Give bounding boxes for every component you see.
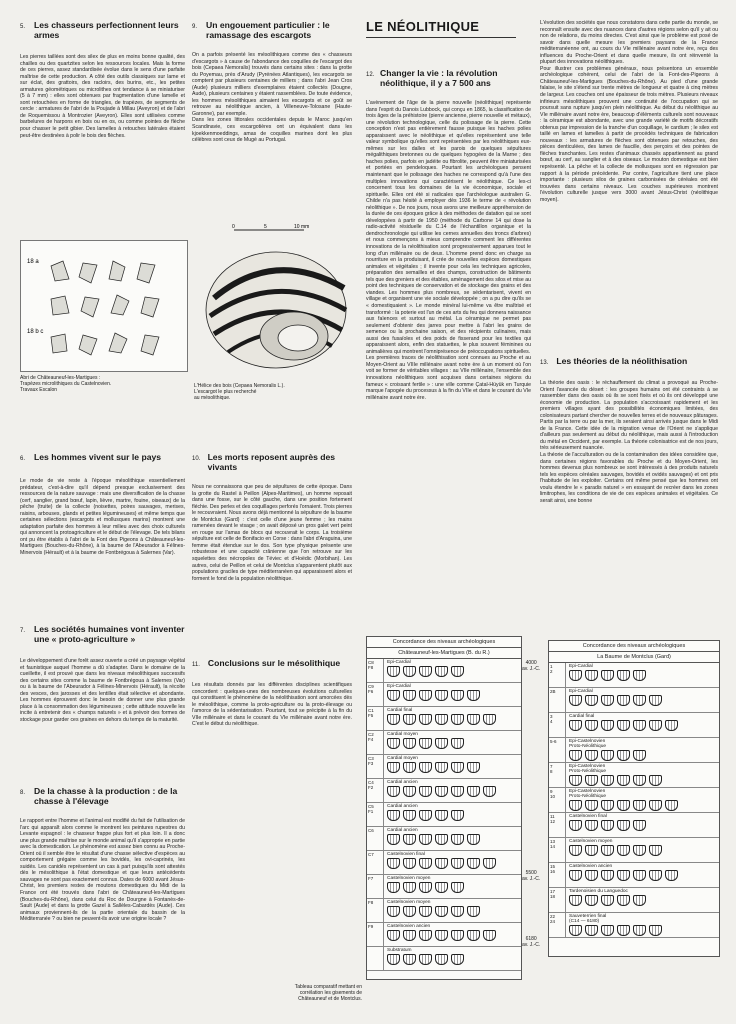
pottery-sherd-icon — [419, 930, 432, 941]
pottery-sherd-icon — [403, 786, 416, 797]
pottery-sherd-icon — [633, 670, 646, 681]
pottery-sherd-icon — [633, 720, 646, 731]
pottery-sherd-icon — [633, 695, 646, 706]
pottery-sherd-icon — [419, 810, 432, 821]
pottery-sherd-icon — [601, 925, 614, 936]
pottery-sherd-icon — [617, 800, 630, 811]
pottery-sherd-icon — [617, 720, 630, 731]
pottery-sherd-icon — [569, 870, 582, 881]
pottery-sherd-icon — [569, 925, 582, 936]
strata-row-code: F8 — [367, 899, 384, 922]
strata-row-code: C7 — [367, 851, 384, 874]
pottery-sherd-icon — [601, 775, 614, 786]
pottery-sherd-icon — [435, 786, 448, 797]
strata-row-label: Cardial moyen — [387, 732, 418, 737]
pottery-sherd-icon — [649, 800, 662, 811]
page-title: LE NÉOLITHIQUE — [366, 19, 480, 34]
strata-row — [549, 788, 719, 813]
pottery-sherd-icon — [387, 906, 400, 917]
pottery-sherd-icon — [569, 720, 582, 731]
pottery-sherd-icon — [435, 954, 448, 965]
strata-row-label: Epi-Castelnovien Proto-Néolithique — [569, 789, 607, 799]
pottery-sherd-icon — [451, 882, 464, 893]
trapeze-shape — [109, 333, 127, 353]
pottery-sherd-icon — [403, 690, 416, 701]
pottery-sherd-icon — [601, 670, 614, 681]
strata-subheader: Châteauneuf-les-Martigues (B. du R.) — [367, 648, 521, 659]
pottery-sherd-icon — [585, 845, 598, 856]
strata-header: Concordance des niveaux archéologiques — [549, 641, 719, 652]
pottery-sherd-icon — [419, 834, 432, 845]
pottery-sherd-icon — [419, 906, 432, 917]
pottery-sherd-icon — [387, 666, 400, 677]
pottery-sherd-icon — [419, 762, 432, 773]
pottery-sherd-icon — [403, 738, 416, 749]
pottery-sherd-icon — [451, 930, 464, 941]
pottery-sherd-icon — [435, 666, 448, 677]
section-body: On a parfois présenté les mésolithiques comme des « chasseurs d'escargots » à cause de l'abondance des coquilles de l'escargot des bois (Cepaea Nemoralis) trouvés dans certains sites : dans la grotte du Poyemau, près d'Arudy (Pyrénées Atlantiques), les escargots se comptent par plusieurs centaines de milliers ; dans l'abri Jean Cros (Aude) plusieurs milliers d'exemplaires étaient collectés (Dougne, Aude), plusieurs centaines y étaient rassemblées. De toute évidence, les hommes mésolithiques aimaient les escargots et ce goût se retrouve au néolithique ancien, à Villeneuve-Tolosane (Haute-Garonne), par exemple. Dans les zones littorales occidentales depuis le Maroc jusqu'en Scandinavie, ces escargotières ont un équivalent dans les kjoekkenmoeddings, amas de coquilles marines dont les plus célèbres sont ceux de Mugé au Portugal. — [192, 52, 352, 144]
strata-row-code: 15 16 — [549, 863, 566, 887]
pottery-sherd-icon — [617, 750, 630, 761]
pottery-sherd-icon — [649, 695, 662, 706]
strata-row-label: Cardial ancien — [387, 780, 418, 785]
section-title: Changer la vie : la révolution néolithique, il y a 7 500 ans — [380, 68, 498, 88]
strata-row-label: Sauveterrien final (C14 — 6180) — [569, 914, 607, 924]
trapeze-shape — [141, 297, 159, 317]
strata-row — [549, 713, 719, 738]
pottery-sherd-icon — [483, 714, 496, 725]
scale-0: 0 — [232, 224, 235, 230]
pottery-sherd-icon — [435, 738, 448, 749]
pottery-sherd-icon — [569, 670, 582, 681]
pottery-sherd-icon — [601, 895, 614, 906]
strata-table-chateauneuf — [366, 636, 522, 980]
pottery-sherd-icon — [387, 810, 400, 821]
pottery-sherd-icon — [633, 895, 646, 906]
pottery-sherd-icon — [435, 714, 448, 725]
strata-row-label: Epi-Cardial — [387, 660, 411, 665]
trapeze-shape — [137, 263, 155, 283]
section-number: 7. — [20, 628, 26, 634]
pottery-sherd-icon — [387, 738, 400, 749]
section-6 — [20, 452, 185, 557]
figure-caption: L'Hélice des bois (Cepaea Nemoralis L.). L'escargot le plus recherché au mésolithique. — [194, 383, 285, 401]
pottery-sherd-icon — [387, 786, 400, 797]
section-title: Les sociétés humaines vont inventer une « proto-agriculture » — [34, 624, 185, 644]
trapeze-shape — [141, 335, 159, 355]
strata-row — [367, 683, 521, 707]
pottery-sherd-icon — [633, 870, 646, 881]
section-12-continued — [540, 20, 718, 203]
pottery-sherd-icon — [665, 720, 678, 731]
strata-row-code: 13 14 — [549, 838, 566, 862]
strata-row — [549, 738, 719, 763]
title-rule — [366, 37, 516, 38]
pottery-sherd-icon — [649, 925, 662, 936]
trapeze-shape — [111, 295, 129, 315]
section-9 — [192, 20, 352, 144]
strata-row-label: Cardial moyen — [387, 756, 418, 761]
pottery-sherd-icon — [403, 882, 416, 893]
pottery-sherd-icon — [585, 775, 598, 786]
pottery-sherd-icon — [665, 800, 678, 811]
pottery-sherd-icon — [451, 834, 464, 845]
pottery-sherd-icon — [569, 750, 582, 761]
strata-row — [367, 779, 521, 803]
pottery-sherd-icon — [585, 695, 598, 706]
label-18a: 18 a — [27, 259, 39, 265]
strata-row-label: Castelnovien ancien — [387, 924, 431, 929]
section-body: Le rapport entre l'homme et l'animal est modifié du fait de l'utilisation de l'arc qui apparaît alors comme le montrent les peintures rupestres du Levante espagnol : le chasseur frappe plus fort et plus loin. Il a donc une plus grande maîtrise sur le monde animal qu'il s'approprie en partie avec la domestication. Le phénomène est assez bien connu au Proche-Orient où il semble être le résultat d'une chasse sélective d'espèces au comportement grégaire comme les bovidés, les ovi-caprinés, les suidés. Les canidés représentent un cas à part puisqu'ils sont attestés dès le mésolithique à l'état domestique et que leurs antécédents sauvages ne sont pas exactement connus. Dates de 6000 avant Jésus-Christ, les premiers restes de moutons domestiques du Midi de la France ont été trouvés dans l'abri de Châteauneuf-les-Martigues (Bouches-du-Rhône), dans celui du Roc de Dourgne à Fontanès-de-Sault (Aude) et dans la grotte Gazel à Sallèles-Cabardès (Aude). Ces animaux proviennent-ils de la partie orientale du bassin de la Méditerranée ? ou bien ne peuvent-ils avoir une origine locale ? — [20, 818, 185, 923]
pottery-sherd-icon — [419, 738, 432, 749]
pottery-sherd-icon — [601, 870, 614, 881]
section-11 — [192, 658, 352, 728]
pottery-sherd-icon — [403, 906, 416, 917]
strata-row-code: C8 F8 — [367, 659, 384, 682]
strata-row — [367, 755, 521, 779]
pottery-sherd-icon — [451, 786, 464, 797]
pottery-sherd-icon — [569, 845, 582, 856]
section-13 — [540, 356, 718, 504]
section-number: 9. — [192, 24, 198, 30]
strata-row-code: C1 F5 — [367, 707, 384, 730]
pottery-sherd-icon — [483, 786, 496, 797]
strata-row — [367, 875, 521, 899]
strata-row-code: 1 2 — [549, 663, 566, 687]
pottery-sherd-icon — [451, 738, 464, 749]
pottery-sherd-icon — [617, 775, 630, 786]
strata-row-label: Cardial final — [387, 708, 413, 713]
figure-microliths — [20, 240, 188, 372]
pottery-sherd-icon — [451, 666, 464, 677]
strata-row — [367, 923, 521, 947]
strata-row — [367, 827, 521, 851]
pottery-sherd-icon — [451, 954, 464, 965]
section-10 — [192, 452, 352, 582]
strata-row-label: Castelnovien final — [387, 852, 425, 857]
pottery-sherd-icon — [585, 820, 598, 831]
pottery-sherd-icon — [387, 690, 400, 701]
strata-row-code: 2B — [549, 688, 566, 712]
section-body: Les pierres taillées sont des silex de plus en moins bonne qualité, des chailles ou des quartzites selon les ressources locales. Mais la forme de ces pierres, assez standardisée évolue dans le sens d'une parfaite maîtrise de cette production. A côté des outils classiques sur lame et sur éclat, des grattoirs, des racloirs, des burins, etc., les petites armatures géométriques ou microlithes ont tendance à se miniaturiser (5 à 7 mm) : elles sont obtenues par fragmentation d'une lamelle et sont retouchées en forme de triangles, de trapèzes, de segments de cercle : armatures de l'abri de la Poujade à Millau (Aveyron) et de l'abri de Roquemissou à Montrozier (Aveyron). Elles sont utilisées comme barbelures de harpons en bois ou en os, ou comme pointes de flèche pour chasser le petit gibier. Des lamelles à retouches latérales étaient peut-être destinées à polir le bois des flèches. — [20, 54, 185, 139]
pottery-sherd-icon — [617, 695, 630, 706]
section-5 — [20, 20, 185, 139]
trapeze-shape — [51, 334, 67, 353]
section-number: 8. — [20, 790, 26, 796]
pottery-sherd-icon — [451, 714, 464, 725]
pottery-sherd-icon — [617, 845, 630, 856]
section-title: Les morts reposent auprès des vivants — [207, 452, 336, 472]
strata-row-code: 7 8 — [549, 763, 566, 787]
pottery-sherd-icon — [649, 720, 662, 731]
pottery-sherd-icon — [585, 800, 598, 811]
strata-row — [549, 913, 719, 938]
strata-row-code: 5-6 — [549, 738, 566, 762]
section-number: 6. — [20, 456, 26, 462]
pottery-sherd-icon — [601, 720, 614, 731]
strata-rows — [549, 663, 719, 938]
strata-row-label: Castelnovien final — [569, 814, 607, 819]
scale-5: 5 — [264, 224, 267, 230]
trapeze-shape — [109, 261, 125, 281]
strata-row-code: C9 F6 — [367, 683, 384, 706]
pottery-sherd-icon — [451, 906, 464, 917]
microliths-drawing — [21, 241, 187, 371]
section-8 — [20, 786, 185, 923]
section-title: Un engouement particulier : le ramassage des escargots — [206, 20, 330, 40]
pottery-sherd-icon — [403, 810, 416, 821]
strata-row-label: Tardenoisien du Languedoc — [569, 889, 628, 894]
trapeze-shape — [51, 296, 69, 315]
pottery-sherd-icon — [585, 925, 598, 936]
section-number: 5. — [20, 24, 26, 30]
figure-snail — [194, 218, 354, 378]
pottery-sherd-icon — [451, 762, 464, 773]
pottery-sherd-icon — [435, 834, 448, 845]
pottery-sherd-icon — [419, 882, 432, 893]
section-title: Les chasseurs perfectionnent leurs armes — [34, 20, 179, 40]
pottery-sherd-icon — [601, 750, 614, 761]
pottery-sherd-icon — [387, 762, 400, 773]
strata-row-code: C4 F2 — [367, 779, 384, 802]
pottery-sherd-icon — [569, 800, 582, 811]
pottery-sherd-icon — [617, 670, 630, 681]
strata-row — [549, 688, 719, 713]
strata-caption: Tableau comparatif mettant en corrélation les gisements de Châteauneuf et de Montclus. — [294, 984, 362, 1002]
strata-row-label: Castelnovien ancien — [569, 864, 613, 869]
pottery-sherd-icon — [387, 954, 400, 965]
section-body: L'évolution des sociétés que nous constatons dans cette partie du monde, se reconnaît ensuite avec des nuances dans d'autres régions selon qu'il y ait ou non de relations, du moins directes. C'est ainsi que le problème est posé de savoir dans quelle mesure les premiers paysans de la France méditerranéenne ont, au cours du VIe millénaire avant notre ère, reçu des influences du Proche-Orient et dans quelle mesure, ils ont réinventé la plupart des innovations néolithiques. Pour illustrer ces problèmes généraux, nous présentons un ensemble archéologique cohérent, celui de l'abri de la Font-des-Pigeons à Châteauneuf-les-Martigues (Bouches-du-Rhône). Au pied d'une grande falaise, le site s'étend sur trente mètres de longueur et quatre à cinq mètres de largeur. Les couches ont une épaisseur de trois mètres. Plusieurs niveaux infirieurs mésolithiques prouvent une continuité de l'occupation qui se poursuit sans rupture jusqu'en plein néolithique. Au début du néolithique au VIe millénaire avant notre ère, beaucoup d'éléments culturels sont nouveaux : la céramique est abondante, avec une grande variété de motifs décoratifs obtenus par impression de la tranche d'un coquillage, le cardium ; le silex est taillé en lames et lamelles à partir de procédés techniques de fabrication nouveaux : les armatures de flèches sont obtenues par retouches, des pièces denticulées, des lames de faucille, des perçoirs et des pointes de flèches tranchantes. Les restes d'animaux chassés appartiennent au grand bœuf, au cerf, au sanglier et à des oiseaux. Le mouton domestique est bien représenté. La pêche et la collecte de mollusques sont en régression par rapport à la période précédente. Par contre, l'agriculture tient une place importante : plusieurs silos de graines carbonisées de céréales ont été trouvées dans certains niveaux. Les couches supérieures montrent l'évolution culturelle jusque vers 3000 avant Jésus-Christ (néolithique moyen). — [540, 20, 718, 203]
pottery-sherd-icon — [403, 666, 416, 677]
strata-row-code: F9 — [367, 923, 384, 946]
scale-10: 10 mm — [294, 224, 310, 230]
strata-row-code: 11 12 — [549, 813, 566, 837]
section-number: 12. — [366, 72, 375, 78]
strata-row — [367, 731, 521, 755]
pottery-sherd-icon — [419, 954, 432, 965]
strata-row-code: C5 F1 — [367, 803, 384, 826]
section-title: Conclusions sur le mésolithique — [207, 658, 341, 668]
section-title: Les hommes vivent sur le pays — [34, 452, 162, 462]
strata-row-label: Epi-Cardial — [569, 689, 593, 694]
pottery-sherd-icon — [649, 845, 662, 856]
section-body: Nous ne connaissons que peu de sépultures de cette époque. Dans la grotte du Rastel à Peillon (Alpes-Maritimes), un homme reposait dans une fosse, sur le côté gauche, dans une position fortement fléchie. Des perles et des coquillages perforés l'ornaient. Trois pierres le recouvraient. Nous avons déjà mentionné la sépulture de la baume de Montclus (Gard) : c'est celle d'une jeune femme ; les mains ramenées devant le visage ; on avait déposé un gros galet vert peint en rouge sur l'amas de blocs qui recouvrait le corps. La troisième sépulture est celle de Bonifacio en Corse : dans l'abri d'Araguina, une femme était étendue sur le dos. Son type physique présente une robustesse et une capacité crânienne que l'on retrouve sur les squelettes des nécropoles de Téviec et d'Hoëdic (Morbihan). Les autres, celui de Peillon et celui de Montclus s'apparentent plutôt aux populations graciles de type méditerranéen qui apparaissent alors et forment le fond de la population néolithique. — [192, 484, 352, 582]
strata-row — [549, 838, 719, 863]
pottery-sherd-icon — [467, 786, 480, 797]
pottery-sherd-icon — [569, 895, 582, 906]
strata-row — [549, 888, 719, 913]
pottery-sherd-icon — [419, 714, 432, 725]
pottery-sherd-icon — [387, 858, 400, 869]
pottery-sherd-icon — [451, 810, 464, 821]
section-body: Le mode de vie reste à l'époque mésolithique essentiellement prédateur, c'est-à-dire qu'il dépend presque exclusivement des ressources de la nature sauvage : mais une diversification de la chasse (cerf, sanglier, grand bœuf, lapin, lièvre, martre, fouine, oiseaux) de la pêche (truite) de la collecte (noisettes, poires sauvages, merises, raisins, arbouses, glands et petites légumineuses) et même temps que certaines sélections (escargots et mollusques marins) montrent une adaptation parfaite des hommes à leur milieu avec des choix culturels qui annoncent la protoagriculture et le début de l'élevage. De tels bilans ont pu être établis à l'abri de la Font des Pigeons à Châteauneuf-les-Martigues (Bouches-du-Rhône), à la baume de l'Abeurador à Félines-Minervois (Hérault) et à la baume de Fontbrégoua à Salernes (Var). — [20, 478, 185, 557]
trapeze-shape — [79, 335, 97, 355]
date-4000: 4000 av. J.-C. — [522, 660, 541, 672]
strata-row — [367, 659, 521, 683]
snail-shell — [206, 252, 346, 368]
pottery-sherd-icon — [387, 714, 400, 725]
strata-row-code — [367, 947, 384, 970]
pottery-sherd-icon — [467, 930, 480, 941]
pottery-sherd-icon — [585, 720, 598, 731]
strata-table-montclus — [548, 640, 720, 957]
pottery-sherd-icon — [585, 750, 598, 761]
label-18b: 18 b c — [27, 329, 44, 335]
pottery-sherd-icon — [467, 906, 480, 917]
pottery-sherd-icon — [585, 870, 598, 881]
section-number: 13. — [540, 360, 549, 366]
strata-row — [367, 899, 521, 923]
pottery-sherd-icon — [617, 925, 630, 936]
pottery-sherd-icon — [467, 762, 480, 773]
pottery-sherd-icon — [633, 800, 646, 811]
pottery-sherd-icon — [665, 870, 678, 881]
strata-row-code: C2 F4 — [367, 731, 384, 754]
pottery-sherd-icon — [467, 690, 480, 701]
strata-row-label: Castelnovien moyen — [569, 839, 613, 844]
pottery-sherd-icon — [387, 882, 400, 893]
strata-header: Concordance des niveaux archéologiques — [367, 637, 521, 648]
pottery-sherd-icon — [435, 810, 448, 821]
pottery-sherd-icon — [419, 690, 432, 701]
trapeze-shape — [81, 297, 99, 317]
pottery-sherd-icon — [483, 930, 496, 941]
strata-row-code: C6 — [367, 827, 384, 850]
pottery-sherd-icon — [435, 906, 448, 917]
strata-row-label: Epi-Cardial — [387, 684, 411, 689]
strata-row — [367, 803, 521, 827]
pottery-sherd-icon — [601, 820, 614, 831]
pottery-sherd-icon — [617, 820, 630, 831]
pottery-sherd-icon — [633, 845, 646, 856]
strata-row-label: Cardial ancien — [387, 804, 418, 809]
strata-row — [549, 863, 719, 888]
strata-row — [367, 707, 521, 731]
trapeze-shape — [51, 261, 69, 281]
pottery-sherd-icon — [403, 714, 416, 725]
section-title: Les théories de la néolithisation — [556, 356, 688, 366]
pottery-sherd-icon — [649, 775, 662, 786]
section-body: L'avènement de l'âge de la pierre nouvelle (néolithique) représente dans l'esprit du Danois Lubbock, qui conçu en 1865, la classification de trois âges de la préhistoire (pierre ancienne, pierre nouvelle et métaux), une révolution technologique, celle du polissage de la pierre. Cette conception n'est pas entièrement fausse puisque les haches polies apparaissent avec le néolithique et qu'elles représentent une telle valeur symbolique qu'elles sont représentées par les néolithiques eux-mêmes sur les dalles et les parois de quelques sépultures mégalithiques bretonnes ou de quelques hypogées de la Marne ; des haches polies, parfois en jadéite ou fibrolite, peuvent être miniaturisées et portées en pendeloques. Pourtant les archéologues pensent maintenant que le polissage des haches ne correspond qu'à l'une des multiples innovations qui caractérisent le néolithique. Ce les-ci concernent tous les domaines de la vie économique, sociale et spirituelle. Elles ont été si radicales que l'archéologue australien G. Childe n'a pas hésité à employer dès 1936 le terme de « révolution néolithique ». De nos jours, nous avons une meilleure appréhension de la durée de ces époques grâce à des méthodes de datation qui se sont développées à partir de 1950 (méthode du Carbone 14 qui dose la radio-activité résiduelle du C.14 de l'échantillon organique et la dendrochronologie qui utilise les cernes annuelles des troncs d'arbres) et nous commençons à mieux comprendre comment les différentes innovations de la néolithisation sont progressivement apparues tout le long d'un millénaire ou de deux. L'homme prend donc en charge sa nourriture en la produisant, il crée de nouvelles espèces domestiques animales et végétales ; il invente pour cela les techniques agricoles, préparation des semailles et des champs, construction de bâtiments tels que des greniers et des étables, aménagement des silos et mise au point des techniques de conservation et de stockage des grains et des viandes. Les hommes plus nombreux, se sédentarisent, vivent en village et organisent une vie sociale développée ; on a pu dire qu'ils se « domestiquaient ». Le monde minéral lui-même va être maîtrisé et transformé : la poterie est l'un de ces arts du feu qui donnera naissance aux faïences et surtout au métal. La céramique ne permet pas seulement d'obtenir des jarres pour mettre à l'abri les grains de semence ou la prochaine saison, et des récipients culinaires, mais aussi des fusaïoles et des poids de fisserand pour les textiles qui apparaissent alors, enfin des statuettes, le plus souvent féminines ou animalières qui montrent l'omniprésence de préoccupations spirituelles. Les premières traces de néolithisation sont connues au Proche et au Moyen-Orient au VIIIe millénaire avant notre ère à un moment où l'on voit se former de véritables villages : au VIIe millénaire, l'ensemble des innovations néolithiques sont acquises dans certaines régions du fameux « croissant fertile » : une ville comme Çatal-Hüyük en Turquie marque l'apogée du processus à la fin du VIIe et dans le courant du VIe millénaire avant notre ère. — [366, 100, 531, 401]
pottery-sherd-icon — [435, 858, 448, 869]
strata-row-label: Castelnovien moyen — [387, 900, 431, 905]
section-7 — [20, 624, 185, 723]
pottery-sherd-icon — [617, 870, 630, 881]
pottery-sherd-icon — [435, 690, 448, 701]
pottery-sherd-icon — [451, 858, 464, 869]
pottery-sherd-icon — [419, 786, 432, 797]
pottery-sherd-icon — [467, 834, 480, 845]
pottery-sherd-icon — [403, 930, 416, 941]
date-6180: 6180 av. J.-C. — [522, 936, 541, 948]
pottery-sherd-icon — [601, 845, 614, 856]
section-title: De la chasse à la production : de la chasse à l'élevage — [34, 786, 178, 806]
strata-row-code: 22 24 — [549, 913, 566, 937]
pottery-sherd-icon — [467, 858, 480, 869]
strata-row — [367, 851, 521, 875]
pottery-sherd-icon — [435, 930, 448, 941]
pottery-sherd-icon — [403, 954, 416, 965]
pottery-sherd-icon — [569, 820, 582, 831]
section-body: La théorie des oasis : le réchauffement du climat a provoqué au Proche-Orient l'avancée du désert : les groupes humains ont été contraints à se rassembler dans des oasis où ils se sont fixés et où ils ont développé une économie de production. La population s'accroissant rapidement et les premiers villages ayant des possibilités économiques limitées, des colonisateurs partant chercher de nouvelles terres et de nouveaux pâturages. Partis par la terre ou par la mer, ils seraient ainsi arrivés jusque dans le Midi de la France. Cette idée de la migration venue de l'Orient ne s'applique d'ailleurs pas seulement au début du néolithique, mais aussi à l'introduction du métal en Occident, par exemple. La théorie colonisatrice est de nos jours, très sérieusement nuancée. La théorie de l'acculturation ou de la contamination des idées considère que, dans certaines régions favorables du Proche et du Moyen-Orient, les hommes devenus plus nombreux se sont intéressés à des produits naturels tels les espèces céréales sauvages, bovidés et ovidés sauvages) et ont pris l'habitude de les exploiter. Certains ont même pensé que les hommes ont voulu étendre le « paradis naturel » en essayant de recréer dans les zones limitrophes, les conditions de vie de ces espèces animales et végétales. Ce serait ainsi, une bonne — [540, 380, 718, 504]
pottery-sherd-icon — [649, 870, 662, 881]
pottery-sherd-icon — [601, 695, 614, 706]
section-12 — [366, 68, 531, 401]
pottery-sherd-icon — [387, 834, 400, 845]
strata-row-code: C3 F3 — [367, 755, 384, 778]
section-number: 10. — [192, 456, 201, 462]
strata-row-label: Cardial final — [569, 714, 595, 719]
strata-row — [549, 813, 719, 838]
pottery-sherd-icon — [419, 666, 432, 677]
pottery-sherd-icon — [569, 695, 582, 706]
date-5500: 5500 av. J.-C. — [522, 870, 541, 882]
strata-row — [549, 763, 719, 788]
pottery-sherd-icon — [585, 895, 598, 906]
pottery-sherd-icon — [601, 800, 614, 811]
strata-row-code: 3 4 — [549, 713, 566, 737]
section-body: Le développement d'une forêt assez ouverte a créé un paysage végétal et faunistique auquel l'homme a dû s'adapter. Dans le domaine de la cueillette, il est prouvé que dans les niveaux mésolithiques successifs des certains sites comme la baume de Fontbrégoua à Salernes (Var) ou à la baume de l'Abeurador à Félines-Minervois (Hérault), la récolte des vesces, des jarosses et des lentilles était sélective et abondante. Les hommes éprouvent donc le besoin de donner une plus grande place à la consommation des légumineuses ; cette attitude nouvelle les incite à entretenir des « champs naturels » et à prévoir des formes de stockage pour garder ces graines en dehors du temps de la maturité. — [20, 658, 185, 723]
strata-row-label: Epi-Castelnovien Proto-Néolithique — [569, 739, 607, 749]
strata-row — [367, 947, 521, 971]
strata-row — [549, 663, 719, 688]
pottery-sherd-icon — [435, 882, 448, 893]
pottery-sherd-icon — [569, 775, 582, 786]
strata-subheader: La Baume de Montclus (Gard) — [549, 652, 719, 663]
pottery-sherd-icon — [467, 714, 480, 725]
strata-row-label: Castelnovien moyen — [387, 876, 431, 881]
pottery-sherd-icon — [419, 858, 432, 869]
pottery-sherd-icon — [633, 925, 646, 936]
pottery-sherd-icon — [633, 750, 646, 761]
strata-row-label: Cardial ancien — [387, 828, 418, 833]
pottery-sherd-icon — [403, 762, 416, 773]
pottery-sherd-icon — [617, 895, 630, 906]
strata-row-label: Epi-Castelnovien Proto-Néolithique — [569, 764, 607, 774]
pottery-sherd-icon — [387, 930, 400, 941]
pottery-sherd-icon — [483, 858, 496, 869]
pottery-sherd-icon — [633, 820, 646, 831]
strata-row-label: Substratum — [387, 948, 412, 953]
figure-caption: Abri de Châteauneuf-les-Martigues : Trapèzes microlithiques du Castelnovien. Travaux Escalon — [20, 375, 112, 393]
pottery-sherd-icon — [403, 858, 416, 869]
strata-row-label: Epi-Cardial — [569, 664, 593, 669]
section-number: 11. — [192, 662, 200, 668]
strata-row-code: 9 10 — [549, 788, 566, 812]
strata-row-code: F7 — [367, 875, 384, 898]
snail-drawing — [194, 218, 354, 378]
pottery-sherd-icon — [451, 690, 464, 701]
pottery-sherd-icon — [435, 762, 448, 773]
section-body: Les résultats donnés par les différentes disciplines scientifiques concordent : quelques-unes des nombreuses évolutions culturelles qui constituent le phénomène de la néolithisation sont amorcées dès le mésolithique, comme la proto-agriculture ou la proto-élevage ou l'amorce de la sédentarisation. Pourtant, tout se précipite à la fin du VIIe millénaire et dans le courant du VIe millénaire avant notre ère. C'est le début du néolithique. — [192, 682, 352, 728]
trapeze-shape — [79, 263, 97, 283]
pottery-sherd-icon — [633, 775, 646, 786]
strata-row-code: 17 18 — [549, 888, 566, 912]
pottery-sherd-icon — [585, 670, 598, 681]
pottery-sherd-icon — [403, 834, 416, 845]
strata-rows — [367, 659, 521, 971]
